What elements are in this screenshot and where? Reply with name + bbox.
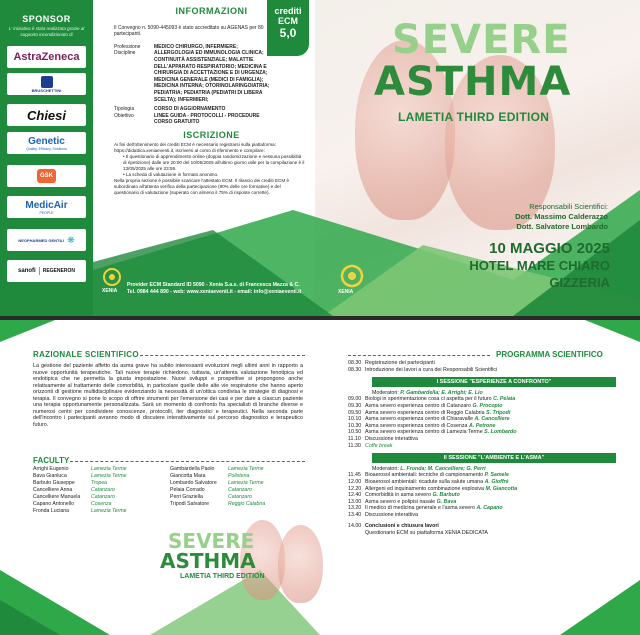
faculty-member: Cancelliere Manuela Catanzaro [33, 494, 115, 500]
logo-medicair: MedicAir PEOPLE [7, 196, 86, 218]
xenia-label-right: XENIA [338, 289, 354, 295]
xenia-logo-icon-right [340, 264, 364, 288]
informazioni-title: INFORMAZIONI [175, 6, 248, 16]
program-item: 09.00 Biologi in sperimentazione cosa ci aspetta per il futuro C. Pelaia [348, 396, 516, 403]
faculty-member: Barbuto Giuseppe Tropea [33, 480, 108, 486]
faculty-member: Bava Gianluca Lamezia Terme [33, 473, 127, 479]
programma-list [348, 360, 616, 537]
logo-neopharmed: NEOPHARMED GENTILI ❋ [7, 229, 86, 251]
razionale-title: RAZIONALE SCIENTIFICO [33, 350, 139, 359]
small-title-sub: LAMETIA THIRD EDITION [180, 573, 265, 580]
sponsor-subtitle: L' iniziativa è stata realizzata grazie al supporto incondizionato di [8, 26, 85, 37]
faculty-member: Cancelliere Anna Catanzaro [33, 487, 115, 493]
event-venue: HOTEL MARE CHIARO GIZZERIA [469, 258, 610, 290]
divider [348, 355, 490, 356]
hero-title-asthma: ASTHMA [374, 59, 572, 105]
crediti-badge [267, 0, 309, 56]
program-item: 12.00 Bioaerosol ambientali: ricadute sulla salute umana A. Gioffrè [348, 478, 509, 485]
info-row: Discipline ALLERGOLOGIA ED IMMUNOLOGIA CLINICA; CONTINUITÀ ASSISTENZIALE; MALATTIE DELL'APPARATO RESPIRATORIO; MEDICINA E CHIRURGIA DI ACCETTAZIONE E DI URGENZA; MEDICINA GENERALE (MEDICI DI FAMIGLIA); MEDICINA INTERNA; OTORINOLARINGOIATRIA; PEDIATRIA; PEDIATRIA (PEDIATRI DI LIBERA SCELTA); INFERMIERI; [114, 50, 270, 103]
iscrizione-text: Ai fini dell'ottenimento dei crediti ECM è necessario registrarsi sulla piattaforma: https://didattica.xeniaeventi.it, iscriversi al corso di riferimento e compilare: • Il questionario di apprendimento online (doppia randomizzazione e nessuna possibilità di ripetizione) dalle ore 20:00 del 10/05/2025 all'ultimo giorno utile per la compilazione è il 13/05/2025 alle ore 23:59. • La scheda di valutazione in formato anonimo. Nella propria sezione è possibile scaricare l'attestato ECM. Il rilascio dei crediti ECM è subordinato all'attenta verifica della partecipazione (90% delle ore formative) e del questionario di valutazione (superato con almeno il 75% di risposte corrette). [114, 141, 305, 195]
info-row: Professione MEDICO CHIRURGO, INFERMIERE; [114, 43, 238, 50]
faculty-member: Gambardella Paolo Lamezia Terme [170, 466, 264, 472]
program-item: 10.50 Asma severo esperienza centro di Lamezia Terme S. Lombardo [348, 429, 517, 436]
program-closing: 14.00 Conclusioni e chiusura lavori [348, 523, 439, 530]
program-item: 11.30 Coffe break [348, 442, 393, 449]
faculty-member: Tripodi Salvatore Reggio Calabria [170, 501, 266, 507]
logo-genetic: Genetic Quality, Efficacy, Solutions [7, 132, 86, 154]
brochure-back [0, 320, 640, 635]
crediti-label: crediti [274, 6, 302, 16]
logo-bruschettini: BRUSCHETTINI [7, 73, 86, 95]
brochure-front [0, 0, 640, 316]
program-item: 12.40 Comorbidità in asma severo G. Barbuto [348, 492, 460, 499]
faculty-member: Giancotta Mara Polistena [170, 473, 250, 479]
faculty-title: FACULTY [33, 456, 70, 465]
razionale-text: La gestione del paziente affetto da asma grave ha subito interessanti evoluzioni negli ultimi anni in rapporto a nuove opportunità terapeutiche. Tali nuove terapie richiedono, tuttavia, un'attenta valutazione fenotipica ed endotipica che ne permetta la giusta impostazione. Nuovi sviluppi e prospettive si propongono anche relativamente al trattamento delle comorbilità, in particolare quelle delle alte vie respiratorie che hanno aperto orizzonti di gestione multidisciplinare evidenziando la necessità di un'ottica condivisa le strategie di diagnosi e terapia. Il convegno si pone lo scopo di offrire strumenti per l'emersione dei casi e per dare a ciascun paziente una terapia opportunamente personalizzata. Sarà un momento di confronto fra specialisti di branche diverse e numerosi centri per condividere conoscenze, protocolli, iter diagnostici e terapeutici. Nella seconda parte dell'incontro i partecipanti avranno modo di discutere interattivamente sul percorso diagnostico e terapeutico futuro. [33, 363, 303, 428]
faculty-col-2 [170, 466, 265, 508]
footer-provider [0, 262, 640, 316]
program-item: 09.30 Asma severo esperienza centro di Catanzaro G. Procopio [348, 402, 503, 409]
program-item: 08.30 Registrazione dei partecipanti [348, 360, 435, 366]
sponsor-title: SPONSOR [22, 14, 71, 24]
program-item: 08.30 Introduzione dei lavori a cura dei Responsabili Scientifici [348, 366, 498, 373]
hero-title-severe: SEVERE [392, 17, 571, 63]
session-1-band: I SESSIONE "ESPERIENZE A CONFRONTO" [372, 377, 616, 387]
crediti-ecm: ECM [278, 16, 298, 26]
divider [140, 355, 305, 356]
program-item: 13.20 Il medico di medicina generale e l'asma severo A. Capano [348, 505, 503, 512]
program-item: 11.10 Discussione interattiva [348, 435, 418, 442]
informazioni-rows [114, 44, 284, 126]
program-item: 13.40 Discussione interattiva [348, 511, 418, 518]
xenia-logo-icon [103, 268, 121, 286]
info-row: Tipologia CORSO DI AGGIORNAMENTO [114, 106, 226, 113]
info-row: CORSO GRATUITO [154, 119, 200, 126]
faculty-member: Pelaia Corrado Catanzaro [170, 487, 252, 493]
faculty-member: Fronda Luciana Lamezia Terme [33, 508, 127, 514]
program-item: 09.50 Asma severo esperienza centro di Reggio Calabria S. Tripodi [348, 409, 511, 416]
event-date: 10 MAGGIO 2025 [489, 240, 610, 257]
faculty-member: Perri Graziella Catanzaro [170, 494, 252, 500]
faculty-member: Lombardo Salvatore Lamezia Terme [170, 480, 264, 486]
lung-small-image-right [278, 525, 323, 603]
programma-title: PROGRAMMA SCIENTIFICO [496, 350, 603, 359]
session-1-moderators: Moderatori: P. Gambardella; E. Arrighi; E. Lio [372, 389, 483, 396]
responsabile-1: Dott. Massimo Calderazzo [515, 212, 608, 221]
faculty-member: Capano Antonello Cosenza [33, 501, 112, 507]
logo-gsk: GSK [7, 165, 86, 187]
responsabile-2: Dott. Salvatore Lombardo [516, 222, 608, 231]
faculty-col-1 [33, 466, 127, 515]
crediti-value: 5,0 [279, 26, 297, 40]
program-closing-sub: Questionario ECM su piattaforma XENIA DEDICATA [365, 530, 488, 537]
session-2-band: II SESSIONE "L'AMBIENTE E L'ASMA" [372, 453, 616, 463]
faculty-member: Arrighi Eugenio Lamezia Terme [33, 466, 127, 472]
program-item: 12.20 Allergeni ed inquinamento combinazione esplosiva M. Giancotta [348, 485, 518, 492]
logo-chiesi: Chiesi [7, 104, 86, 126]
informazioni-intro: Il Convegno n. 5090-445093 è stato accreditato su AGENAS per 80 partecipanti. [114, 24, 264, 38]
info-row: Obiettivo LINEE GUIDA - PROTOCOLLI - PROCEDURE [114, 112, 260, 119]
small-title-severe: SEVERE [168, 529, 255, 553]
hero-subtitle: LAMETIA THIRD EDITION [398, 110, 550, 124]
xenia-label-left: XENIA [102, 288, 118, 294]
logo-sanofi-regeneron: sanofi REGENERON [7, 260, 86, 282]
session-2-moderators: Moderatori: L. Fronda; M. Cancelliere; G. Perri [372, 465, 486, 472]
logo-astrazeneca: AstraZeneca [7, 46, 86, 68]
responsabili-label: Responsabili Scientifici: [529, 202, 608, 211]
responsabili-block [448, 202, 608, 232]
provider-text: Provider ECM Standard ID 5090 - Xenia S.a.s. di Francesca Mazza & C. Tel. 0984 444 890 - web: www.xeniaeventi.it - email: info@xeniaeventi.it [127, 282, 302, 295]
divider [70, 461, 305, 462]
program-item: 10.10 Asma severo esperienza centro di Chiaravalle A. Cancelliere [348, 416, 510, 423]
program-item: 13.00 Asma severo e polipisi nasale G. Bava [348, 498, 457, 505]
iscrizione-title: ISCRIZIONE [183, 129, 240, 140]
small-title-asthma: ASTHMA [160, 549, 256, 573]
program-item: 10.30 Asma severo esperienza centro di Cosenza A. Petrone [348, 422, 496, 429]
program-item: 11.45 Bioaerosol ambientali: tecniche di campionamento P. Samele [348, 472, 509, 479]
